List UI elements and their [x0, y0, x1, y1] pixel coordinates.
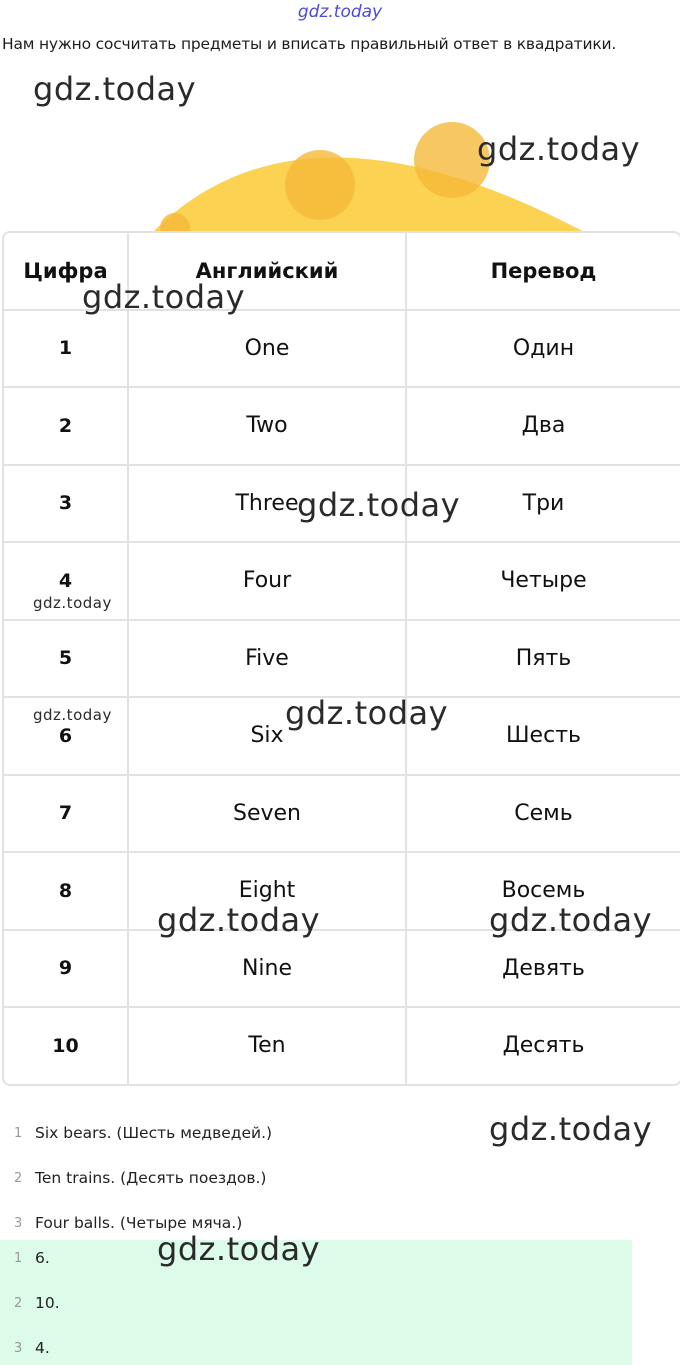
english-cell: Five	[129, 621, 407, 697]
site-link[interactable]: gdz.today	[297, 2, 383, 22]
english-cell: Nine	[129, 931, 407, 1007]
table-row	[4, 621, 680, 699]
russian-cell: Восемь	[501, 878, 586, 904]
watermark: gdz.today	[477, 130, 641, 168]
watermark: gdz.today	[297, 486, 461, 524]
item-index: 2	[14, 1170, 23, 1186]
digit-cell: 3	[4, 466, 129, 542]
item-index: 2	[14, 1295, 23, 1311]
russian-cell: Десять	[502, 1033, 585, 1059]
intro-text: Нам нужно сосчитать предметы и вписать правильный ответ в квадратики.	[2, 35, 617, 53]
watermark: gdz.today	[489, 901, 653, 939]
item-index: 3	[14, 1215, 23, 1231]
russian-cell: Семь	[514, 800, 573, 826]
digit-cell: 1	[4, 311, 129, 387]
english-cell: Eight	[129, 853, 407, 929]
watermark: gdz.today	[489, 1110, 653, 1148]
russian-cell: Пять	[515, 645, 572, 671]
digit-cell: 5	[4, 621, 129, 697]
watermark: gdz.today	[157, 901, 321, 939]
answer-item	[14, 1291, 60, 1315]
header-translation: Перевод	[490, 258, 597, 283]
english-cell: Six	[129, 698, 407, 774]
header-english: Английский	[129, 233, 407, 309]
russian-cell: Три	[522, 490, 565, 516]
digit-cell: 2	[4, 388, 129, 464]
russian-cell: Два	[521, 413, 566, 439]
english-cell: Ten	[129, 1008, 407, 1084]
english-cell: One	[129, 311, 407, 387]
watermark: gdz.today	[33, 70, 197, 108]
item-text: Six bears. (Шесть медведей.)	[35, 1124, 273, 1142]
digit-cell: 6	[4, 698, 129, 774]
table-row	[4, 776, 680, 854]
digit-cell: 7	[4, 776, 129, 852]
digit-cell: 4	[4, 543, 129, 619]
russian-cell: Один	[512, 335, 575, 361]
watermark: gdz.today	[33, 594, 112, 612]
table-row	[4, 388, 680, 466]
item-index: 1	[14, 1125, 23, 1141]
numbers-table	[2, 231, 680, 1086]
answer-text: 10.	[35, 1294, 60, 1312]
answer-text: 4.	[35, 1339, 50, 1357]
item-text: Four balls. (Четыре мяча.)	[35, 1214, 243, 1232]
russian-cell: Четыре	[500, 568, 587, 594]
answer-text: 6.	[35, 1249, 50, 1267]
english-cell: Four	[129, 543, 407, 619]
watermark: gdz.today	[33, 706, 112, 724]
table-row	[4, 311, 680, 389]
list-item	[14, 1121, 272, 1145]
russian-cell: Девять	[502, 955, 585, 981]
watermark: gdz.today	[157, 1230, 321, 1268]
watermark: gdz.today	[285, 694, 449, 732]
table-row	[4, 931, 680, 1009]
table-row	[4, 1008, 680, 1084]
answer-item	[14, 1246, 50, 1270]
english-cell: Two	[129, 388, 407, 464]
item-index: 3	[14, 1340, 23, 1356]
digit-cell: 10	[4, 1008, 129, 1084]
digit-cell: 8	[4, 853, 129, 929]
answer-item	[14, 1336, 50, 1360]
moon-illustration	[0, 110, 680, 235]
item-text: Ten trains. (Десять поездов.)	[35, 1169, 267, 1187]
english-cell: Three	[129, 466, 407, 542]
list-item	[14, 1166, 266, 1190]
english-cell: Seven	[129, 776, 407, 852]
item-index: 1	[14, 1250, 23, 1266]
watermark: gdz.today	[82, 278, 246, 316]
digit-cell: 9	[4, 931, 129, 1007]
russian-cell: Шесть	[506, 723, 581, 749]
header-digit: Цифра	[4, 233, 129, 309]
